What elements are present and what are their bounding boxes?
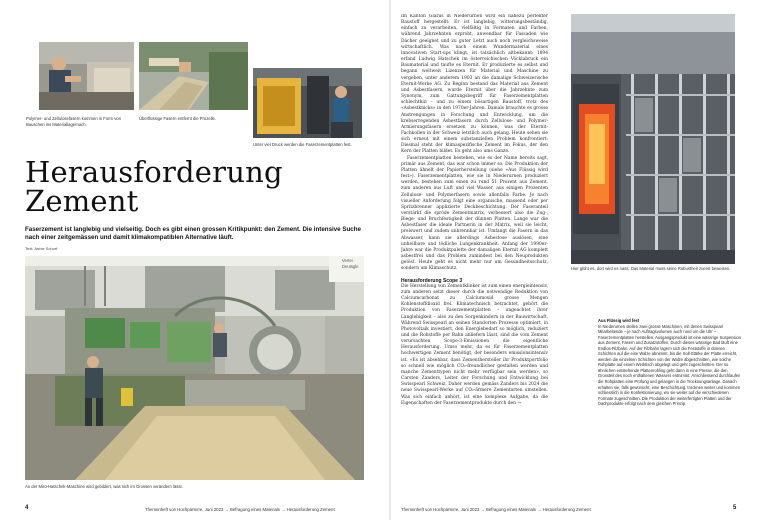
article-paragraph-2: Faserzementplatten bestehen, wie es der Name bereits sagt, primär aus Zement, das war schon immer so. Die Produktion der Platten ähnelt der Papierherstellung (siehe «Aus Flüssig wird fest»). Faserzementplatten, wie sie in Niederurnen produziert werden, bestehen zum einen zu rund 51 Prozent aus Zement, zum anderen aus Luft und viel Wasser, aus einigen Prozenten Zellulose- und Polymerfasern sowie allenfalls Farbe. Je nach visueller Anforderung folgt eine organische, massend oder per Spritzbrenner applizierte Deckbeschichtung. Der Faseranteil verstärkt die spröde Zementmatrix, verbessert also die Zug-, Biege- und Bruchfestigkeit der dünnen Platten. Lange war die Asbestfaser die ideale Partnerin in der Matrix, weil sie leicht, preiswert und zudem unbrennbar ist. Umfangt die Fasern in das Abwasser, kann sie allerdings Asbestose auslösen, eine unheilbare und tödliche Lungenkrankheit. Anfang der 1990er-Jahre war die Produktpalette der damaligen Eternit AG komplett asbestfrei und das Problem zumindest bei den Neuprodukten gelöst. Heute geht es nicht mehr nur um Gesundheitsschutz, sondern um Klimaschutz. xyxy=(401,155,548,272)
page-number-right: 5 xyxy=(733,505,737,511)
sidebar-box xyxy=(598,318,744,503)
byline: Text: Annie Schorf xyxy=(25,246,58,251)
footer-right: Themenheft von Hochparterre, Juni 2023 → Befragung eines Materials → Herausforderung Zement xyxy=(401,507,591,512)
sidebar-heading: Aus Flüssig wird fest xyxy=(598,318,640,323)
photo-fiber-bales xyxy=(39,42,134,110)
photo-furnace-test-image xyxy=(571,14,735,264)
photo-excess-fibers-image xyxy=(139,42,248,110)
article-title xyxy=(25,155,283,218)
caption-photo2: Überflüssige Fasern entfernt die Prozelle. xyxy=(139,116,217,121)
article-title-line1: Herausforderung xyxy=(25,155,283,189)
photo-hatschek-machine xyxy=(25,256,364,480)
footer-left: Themenheft von Hochparterre, Juni 2023 → Befragung eines Materials → Herausforderung Zement xyxy=(145,507,335,512)
caption-photo3: Unter viel Druck werden die Faserzementplatten fest. xyxy=(253,142,352,147)
page-number-left: 4 xyxy=(25,505,29,511)
right-page xyxy=(391,0,780,520)
photo-pressing xyxy=(253,68,362,138)
article-lead: Faserzement ist langlebig und vielseitig. Doch es gibt einen grossen Kritikpunkt: den Zement. Die intensive Suche nach einer zeitgemässen und damit klimakompatiblen Alternative läuft. xyxy=(25,226,361,242)
machine-banner: Vertei Deutsgle xyxy=(342,258,359,269)
caption-furnace: Hier glüht es, dort wird es nass: Das Material muss seine Robustheit zuerst beweisen. xyxy=(571,266,731,271)
photo-fiber-bales-image xyxy=(39,42,134,110)
article-paragraph-1: Im Kanton Glarus in Niederurnen wird ein nahezu perfekter Baustoff hergestellt: Er ist langlebig, witterungsbeständig, einfach zu verarbeiten, vielfältig in Formaten und Farben, während Jahrzehnten erprobt, anwendbar für Fassaden wie Dächer geeignet und zu guter Letzt auch noch vergleichsweise wirtschaftlich. Was nach einem Wundermaterial eines innovativen Start-ups klingt, ist tatsächlich altbekannt: 1894 erfand Ludwig Hatschek im österreichischen Vöcklabruck ein Baumaterial und taufte es Eternit. Er produzierte es selbst und begann weltweit Lizenzen für Material und Maschine zu vergeben, unter anderem 1903 an die damalige Schweizerische Eternit-Werke AG. Zu Beginn bestand das Material aus Zement und Asbestfasern, wurde Eternit über die Jahrzehnte zum Synonym, zum Gattungsbegriff für Faserzementplatten schlechthin – und zu einem bösartigen Baustoff, trotz des «Asbestknicks» in den 1970er-Jahren. Damals brauchte es grosse Anstrengungen in Forschung und Entwicklung, um die krebserregenden Asbestfasern durch Zellulose- und Polymer-Armierungsfasern ersetzen zu können, was der Eternit-Fachkollen in der Schweiz letztlich auch gelang. Heute sehen sie sich erneut mit einem substanziellen Problem konfrontiert: Diesmal steht der klimaspezifische Zement im Fokus, der den Kern der Platten bildet. Es geht also ums Ganze. xyxy=(401,14,548,155)
left-page xyxy=(0,0,389,520)
article-title-line2: Zement xyxy=(25,184,139,218)
caption-photo1: Polymer- und Zellulosefasern kommen in Form von Bauschen ins Materiallagernach. xyxy=(26,116,121,127)
caption-machine: An der Miro-Hatschek-Maschine wird gebildert, was sich im Grossen verändern lässt. xyxy=(25,484,183,489)
photo-furnace-test xyxy=(571,14,735,264)
article-column xyxy=(401,14,548,484)
subhead-scope3: Herausforderung Scope 3 xyxy=(401,277,463,284)
photo-excess-fibers xyxy=(139,42,248,110)
sidebar-body: In Niederurnen stellen zwei grosse Maschinen, mit denen Swisspearl Mitarbeitende – je nach Auftragsvolumen auch rund um die Uhr – Faserzementplatten herstellen. Ausgangsprodukt ist eine wässrige Suspension aus Zement, Fasern und Zusatzstoffen. Durch dieses wässrige Bad läuft eine Endlos-Filzbahn. Auf der Filzbahn lagern sich die Feststoffe in dünnen Schichten auf die eine Walze abnimmt, bis die Soll-Stärke der Platte erreicht, werden die einzelnen Schichten von der Walze abgeschnitten, wie solche Rohplatte auf einem Werktisch abgelegt und geht zugeschnitten. Der so ähnlichen entstehende Plattenrohling geht dann in eine Presse, die den Grossteil des noch enthaltenen Wassers entnimmt. Anschliessend durchlaufen die Rohplatten eine Prüfung und gelangen in die Trocknungsanlage. Danach erhalten sie, falls gewünscht, eine Beschichtung, trocknen weiter und kommen schliesslich in die Konfektionierung, wo sie weiter auf die verschiedenen Formate zugeschnitten. Die Produktion der weiterfertigten Platten und der Dachprodukte erfolgt nach dem gleichen Prinzip. xyxy=(598,323,741,407)
article-paragraph-3: Die Herstellung von Zementklinker ist zum einen energieintensiv, zum anderen setzt dieser durch die notwendige Reduktion von Calciumcarbonat zu Calciumoxid grosse Mengen Kohlenstoffdioxid frei. Klimatechnisch betrachtet, gehört die Produktion von Faserzementplatten – ungeachtet ihrer Langlebigkeit – also zu den Sorgenkindern in der Bauwirtschaft. Während Swisspearl an seinen Standorten Prozesse optimiert, in Photovoltaik investiert, den Energiebedarf so möglich, reduziert und die Rohstoffe per Bahn anliefern lässt, sind die vom Zement verursachten Scope-3-Emissionen die eigentliche Herausforderung. Umso mehr, da es für Faserzementplatten hochwertigen Zement benötigt, der besonders emissionsintensiv ist. «Es ist absehbar, dass Zementhersteller ihr Produktportfolio so schnell wie möglich CO₂-freundlicher gestalten werden und manche Zementtypen nicht mehr verfügbar sein werden», so Carsten Zanders, Leiter der Forschung und Entwicklung bei Swisspearl Schweiz. Daher werden gemäss Zanders bis 2024 die neue Swisspearl-Werke auf CO₂-ärmere Zementarten umstellen. Was sich einfach anhört, ist eine komplexe Aufgabe, da die Eigenschaften der Faserzementprodukte durch den → xyxy=(401,283,548,406)
photo-pressing-image xyxy=(253,68,362,138)
photo-hatschek-machine-image xyxy=(25,256,364,480)
